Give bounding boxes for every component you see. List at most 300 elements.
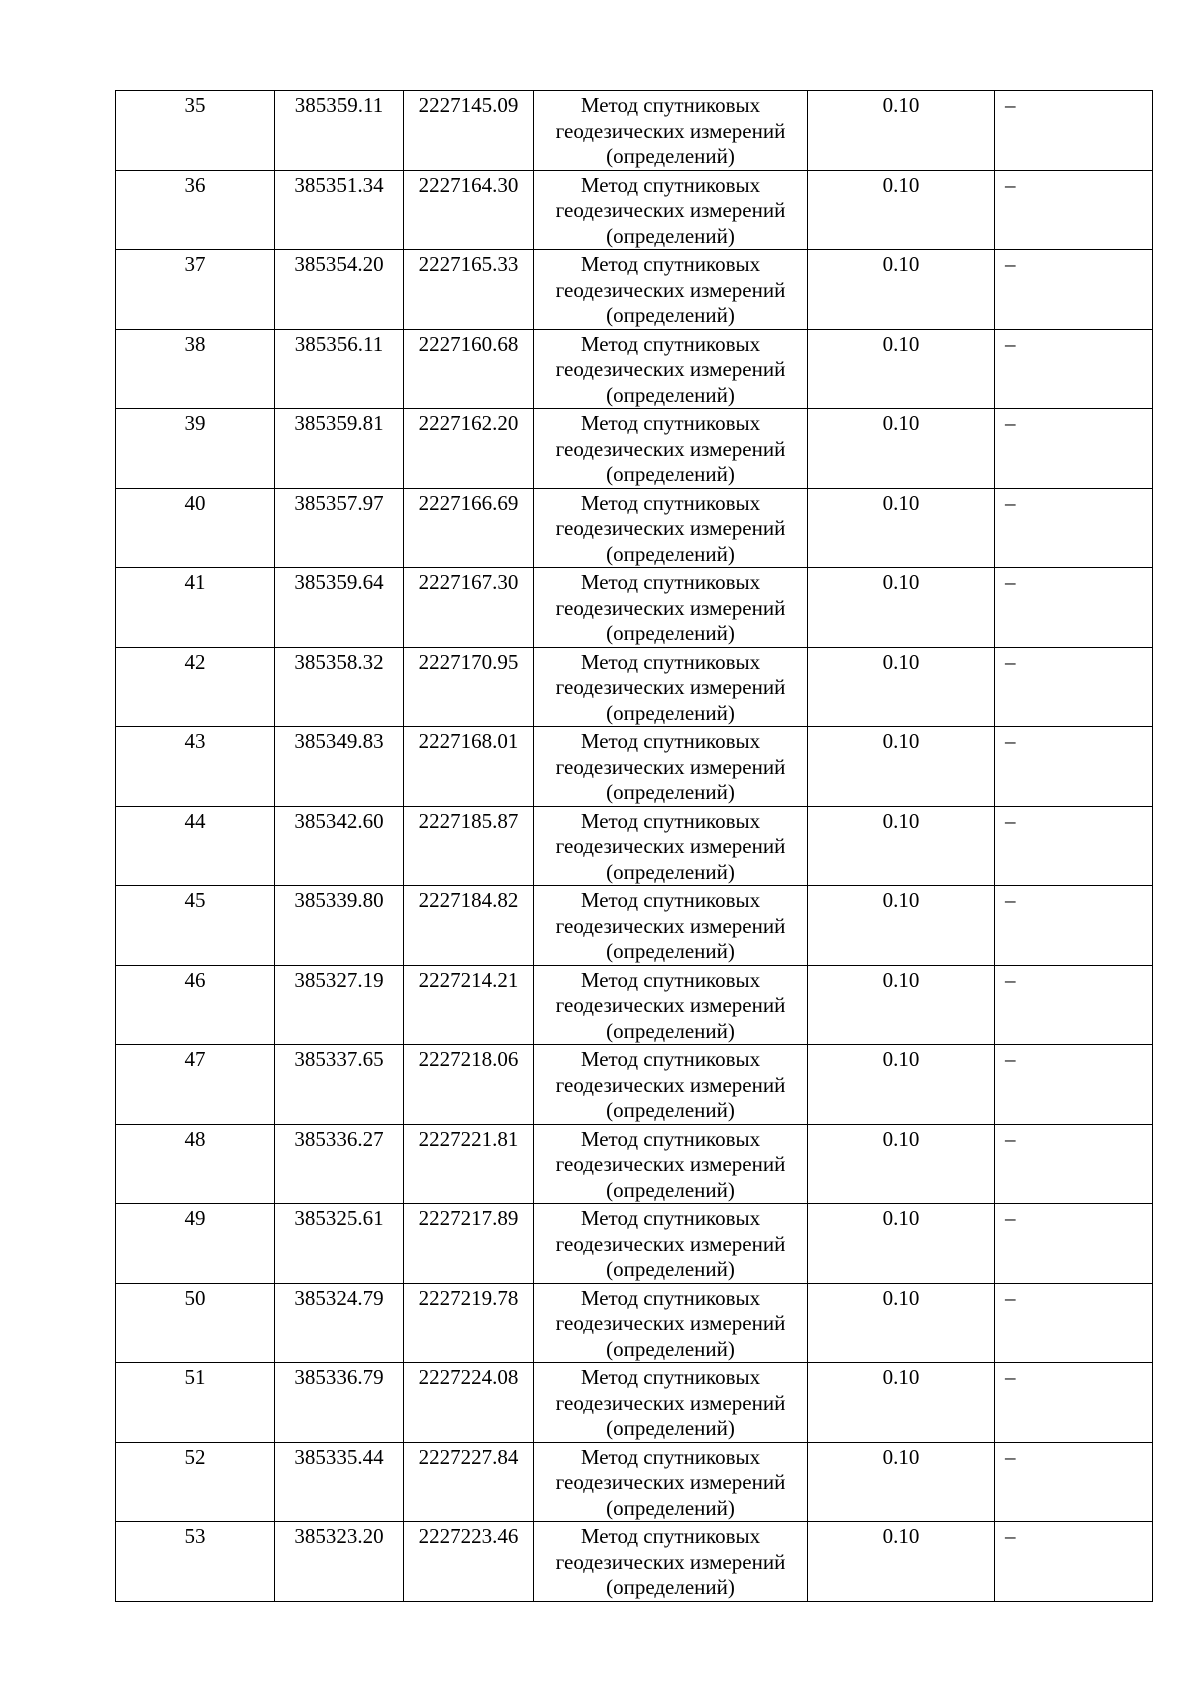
note-cell (995, 329, 1153, 409)
method-cell (534, 965, 808, 1045)
y-coordinate-cell (404, 1124, 534, 1204)
y-coordinate-cell (404, 329, 534, 409)
note-cell-text: – (1005, 1365, 1016, 1389)
point-number-cell-text: 41 (184, 570, 206, 594)
point-number-cell (116, 647, 275, 727)
accuracy-cell-text: 0.10 (882, 331, 920, 356)
table-row (116, 488, 1153, 568)
point-number-cell-text: 38 (184, 331, 206, 356)
note-cell-text: – (1005, 1444, 1016, 1469)
point-number-cell (116, 409, 275, 489)
accuracy-cell-text: 0.10 (882, 1444, 920, 1469)
accuracy-cell (808, 488, 995, 568)
table-row (116, 409, 1153, 489)
method-line: (определений) (606, 462, 735, 486)
y-coordinate-cell (404, 1442, 534, 1522)
accuracy-cell (808, 1283, 995, 1363)
x-coordinate-cell-text: 385337.65 (294, 1047, 384, 1071)
x-coordinate-cell (275, 1363, 404, 1443)
x-coordinate-cell (275, 568, 404, 648)
y-coordinate-cell-text: 2227224.08 (418, 1365, 519, 1389)
accuracy-cell (808, 250, 995, 330)
accuracy-cell (808, 1045, 995, 1125)
y-coordinate-cell (404, 1522, 534, 1602)
accuracy-cell (808, 647, 995, 727)
method-line: (определений) (606, 1177, 735, 1202)
y-coordinate-cell-text: 2227184.82 (418, 888, 519, 912)
y-coordinate-cell (404, 170, 534, 250)
accuracy-cell (808, 886, 995, 966)
y-coordinate-cell-text: 2227218.06 (418, 1047, 519, 1071)
method-cell-text (534, 1045, 807, 1124)
accuracy-cell (808, 1124, 995, 1204)
y-coordinate-cell (404, 647, 534, 727)
table-body (116, 91, 1153, 1602)
y-coordinate-cell (404, 727, 534, 807)
accuracy-cell (808, 1363, 995, 1443)
method-cell (534, 250, 808, 330)
accuracy-cell-text: 0.10 (882, 808, 920, 833)
accuracy-cell-text: 0.10 (882, 1047, 920, 1071)
accuracy-cell (808, 1204, 995, 1284)
method-cell (534, 886, 808, 966)
accuracy-cell-text: 0.10 (882, 1365, 920, 1389)
note-cell (995, 488, 1153, 568)
method-cell (534, 329, 808, 409)
accuracy-cell (808, 1442, 995, 1522)
method-line: геодезических измерений (555, 754, 786, 779)
y-coordinate-cell (404, 488, 534, 568)
table-row (116, 1204, 1153, 1284)
y-coordinate-cell-text: 2227214.21 (418, 967, 519, 992)
method-cell-text (534, 1284, 807, 1363)
method-line: геодезических измерений (555, 1231, 786, 1256)
note-cell (995, 1283, 1153, 1363)
y-coordinate-cell-text: 2227170.95 (418, 649, 519, 674)
table-row (116, 1442, 1153, 1522)
method-line: (определений) (606, 223, 735, 248)
accuracy-cell-text: 0.10 (882, 1126, 920, 1151)
y-coordinate-cell-text: 2227185.87 (418, 808, 519, 833)
point-number-cell-text: 35 (184, 93, 206, 117)
y-coordinate-cell (404, 806, 534, 886)
x-coordinate-cell-text: 385325.61 (294, 1206, 384, 1230)
method-line: геодезических измерений (555, 1072, 786, 1097)
accuracy-cell-text: 0.10 (882, 172, 920, 197)
point-number-cell (116, 806, 275, 886)
table-row (116, 170, 1153, 250)
note-cell (995, 1522, 1153, 1602)
method-cell-text (534, 807, 807, 886)
method-cell (534, 568, 808, 648)
table-row (116, 886, 1153, 966)
method-line: геодезических измерений (555, 516, 786, 540)
x-coordinate-cell (275, 91, 404, 171)
accuracy-cell-text: 0.10 (882, 729, 920, 753)
method-cell (534, 1522, 808, 1602)
y-coordinate-cell-text: 2227164.30 (418, 172, 519, 197)
note-cell-text: – (1005, 570, 1016, 594)
y-coordinate-cell (404, 1045, 534, 1125)
point-number-cell-text: 47 (184, 1047, 206, 1071)
table-row (116, 727, 1153, 807)
point-number-cell (116, 170, 275, 250)
method-cell (534, 1283, 808, 1363)
x-coordinate-cell-text: 385323.20 (294, 1524, 384, 1548)
point-number-cell (116, 1363, 275, 1443)
point-number-cell (116, 329, 275, 409)
point-number-cell (116, 568, 275, 648)
method-cell-text (534, 1125, 807, 1204)
y-coordinate-cell-text: 2227223.46 (418, 1524, 519, 1548)
accuracy-cell-text: 0.10 (882, 570, 920, 594)
method-line: Метод спутниковых (580, 1126, 761, 1151)
method-line: (определений) (606, 1257, 735, 1281)
method-line: (определений) (606, 1416, 735, 1440)
note-cell (995, 886, 1153, 966)
point-number-cell-text: 40 (184, 490, 206, 515)
method-line: геодезических измерений (555, 1549, 786, 1574)
note-cell (995, 727, 1153, 807)
note-cell (995, 1363, 1153, 1443)
point-number-cell-text: 53 (184, 1524, 206, 1548)
y-coordinate-cell-text: 2227166.69 (418, 490, 519, 515)
accuracy-cell-text: 0.10 (882, 93, 920, 117)
method-line: (определений) (606, 780, 735, 804)
note-cell (995, 1045, 1153, 1125)
note-cell (995, 1442, 1153, 1522)
method-line: (определений) (606, 303, 735, 327)
method-cell (534, 1045, 808, 1125)
method-cell (534, 170, 808, 250)
y-coordinate-cell (404, 568, 534, 648)
table-row (116, 1283, 1153, 1363)
point-number-cell-text: 42 (184, 649, 206, 674)
point-number-cell (116, 1124, 275, 1204)
method-cell (534, 1204, 808, 1284)
note-cell (995, 409, 1153, 489)
table-row (116, 250, 1153, 330)
note-cell (995, 170, 1153, 250)
x-coordinate-cell (275, 886, 404, 966)
note-cell-text: – (1005, 490, 1016, 515)
method-line: геодезических измерений (555, 834, 786, 858)
method-line: геодезических измерений (555, 595, 786, 620)
method-line: (определений) (606, 621, 735, 645)
point-number-cell (116, 1522, 275, 1602)
method-line: геодезических измерений (555, 993, 786, 1017)
point-number-cell-text: 51 (184, 1365, 206, 1389)
accuracy-cell (808, 170, 995, 250)
x-coordinate-cell-text: 385336.79 (294, 1365, 384, 1389)
method-line: геодезических измерений (555, 1152, 786, 1176)
y-coordinate-cell (404, 250, 534, 330)
y-coordinate-cell (404, 409, 534, 489)
x-coordinate-cell-text: 385354.20 (294, 252, 384, 276)
table-row (116, 91, 1153, 171)
method-line: геодезических измерений (555, 198, 786, 222)
accuracy-cell-text: 0.10 (882, 252, 920, 276)
method-line: геодезических измерений (555, 913, 786, 938)
method-line: (определений) (606, 700, 735, 725)
y-coordinate-cell (404, 1204, 534, 1284)
method-cell-text (534, 727, 807, 806)
note-cell-text: – (1005, 252, 1016, 276)
y-coordinate-cell (404, 1363, 534, 1443)
method-cell-text (534, 91, 807, 170)
y-coordinate-cell-text: 2227160.68 (418, 331, 519, 356)
x-coordinate-cell-text: 385351.34 (294, 172, 384, 197)
method-cell-text (534, 330, 807, 409)
method-cell (534, 488, 808, 568)
note-cell-text: – (1005, 331, 1016, 356)
point-number-cell-text: 46 (184, 967, 206, 992)
method-line: геодезических измерений (555, 277, 786, 302)
method-line: (определений) (606, 1495, 735, 1520)
method-line: Метод спутниковых (580, 1206, 761, 1230)
method-cell (534, 409, 808, 489)
note-cell-text: – (1005, 1206, 1016, 1230)
note-cell-text: – (1005, 729, 1016, 753)
x-coordinate-cell-text: 385339.80 (294, 888, 384, 912)
point-number-cell (116, 1045, 275, 1125)
x-coordinate-cell (275, 1442, 404, 1522)
note-cell-text: – (1005, 1524, 1016, 1548)
method-cell (534, 91, 808, 171)
x-coordinate-cell-text: 385335.44 (294, 1444, 384, 1469)
method-line: Метод спутниковых (580, 490, 761, 515)
accuracy-cell-text: 0.10 (882, 888, 920, 912)
x-coordinate-cell (275, 1522, 404, 1602)
accuracy-cell (808, 568, 995, 648)
method-line: геодезических измерений (555, 1390, 786, 1415)
method-cell-text (534, 250, 807, 329)
method-line: (определений) (606, 859, 735, 884)
y-coordinate-cell (404, 91, 534, 171)
method-line: (определений) (606, 541, 735, 566)
accuracy-cell (808, 329, 995, 409)
method-cell (534, 647, 808, 727)
x-coordinate-cell (275, 329, 404, 409)
method-line: Метод спутниковых (580, 1285, 761, 1310)
method-line: Метод спутниковых (580, 888, 761, 912)
x-coordinate-cell-text: 385349.83 (294, 729, 384, 753)
point-number-cell-text: 52 (184, 1444, 206, 1469)
x-coordinate-cell-text: 385359.81 (294, 411, 384, 435)
note-cell-text: – (1005, 172, 1016, 197)
method-line: Метод спутниковых (580, 808, 761, 833)
table-row (116, 1124, 1153, 1204)
note-cell (995, 91, 1153, 171)
method-cell (534, 1363, 808, 1443)
point-number-cell-text: 48 (184, 1126, 206, 1151)
point-number-cell (116, 91, 275, 171)
method-cell-text (534, 1204, 807, 1283)
y-coordinate-cell-text: 2227162.20 (418, 411, 519, 435)
y-coordinate-cell-text: 2227227.84 (418, 1444, 519, 1469)
note-cell-text: – (1005, 411, 1016, 435)
table-row (116, 1522, 1153, 1602)
method-line: Метод спутниковых (580, 729, 761, 753)
x-coordinate-cell (275, 806, 404, 886)
x-coordinate-cell-text: 385359.11 (294, 93, 384, 117)
point-number-cell (116, 965, 275, 1045)
point-number-cell-text: 36 (184, 172, 206, 197)
note-cell-text: – (1005, 1126, 1016, 1151)
note-cell (995, 1124, 1153, 1204)
point-number-cell-text: 49 (184, 1206, 206, 1230)
x-coordinate-cell (275, 1124, 404, 1204)
accuracy-cell-text: 0.10 (882, 411, 920, 435)
x-coordinate-cell (275, 409, 404, 489)
method-cell (534, 1124, 808, 1204)
method-line: Метод спутниковых (580, 1047, 761, 1071)
point-number-cell-text: 39 (184, 411, 206, 435)
note-cell-text: – (1005, 93, 1016, 117)
y-coordinate-cell (404, 965, 534, 1045)
accuracy-cell (808, 1522, 995, 1602)
x-coordinate-cell (275, 250, 404, 330)
method-line: Метод спутниковых (580, 967, 761, 992)
method-line: геодезических измерений (555, 357, 786, 381)
note-cell (995, 1204, 1153, 1284)
accuracy-cell (808, 409, 995, 489)
table-row (116, 806, 1153, 886)
point-number-cell (116, 1283, 275, 1363)
point-number-cell-text: 45 (184, 888, 206, 912)
method-line: Метод спутниковых (580, 411, 761, 435)
x-coordinate-cell-text: 385327.19 (294, 967, 384, 992)
method-cell-text (534, 886, 807, 965)
table-row (116, 1363, 1153, 1443)
point-number-cell (116, 1204, 275, 1284)
point-number-cell (116, 488, 275, 568)
note-cell-text: – (1005, 808, 1016, 833)
accuracy-cell (808, 965, 995, 1045)
point-number-cell-text: 43 (184, 729, 206, 753)
accuracy-cell-text: 0.10 (882, 1524, 920, 1548)
note-cell (995, 250, 1153, 330)
point-number-cell (116, 1442, 275, 1522)
table-row (116, 1045, 1153, 1125)
y-coordinate-cell-text: 2227168.01 (418, 729, 519, 753)
method-line: (определений) (606, 1018, 735, 1043)
x-coordinate-cell-text: 385357.97 (294, 490, 384, 515)
note-cell (995, 568, 1153, 648)
note-cell-text: – (1005, 1047, 1016, 1071)
accuracy-cell-text: 0.10 (882, 1206, 920, 1230)
method-cell-text (534, 409, 807, 488)
point-number-cell (116, 727, 275, 807)
note-cell-text: – (1005, 1285, 1016, 1310)
y-coordinate-cell-text: 2227219.78 (418, 1285, 519, 1310)
method-line: геодезических измерений (555, 1311, 786, 1335)
method-cell (534, 727, 808, 807)
method-line: (определений) (606, 1098, 735, 1122)
accuracy-cell (808, 806, 995, 886)
table-row (116, 965, 1153, 1045)
point-number-cell-text: 50 (184, 1285, 206, 1310)
x-coordinate-cell-text: 385324.79 (294, 1285, 384, 1310)
method-line: (определений) (606, 144, 735, 168)
note-cell-text: – (1005, 888, 1016, 912)
method-cell-text (534, 648, 807, 727)
accuracy-cell-text: 0.10 (882, 490, 920, 515)
method-line: геодезических измерений (555, 118, 786, 143)
method-line: геодезических измерений (555, 675, 786, 699)
method-line: Метод спутниковых (580, 93, 761, 117)
x-coordinate-cell (275, 1045, 404, 1125)
accuracy-cell (808, 91, 995, 171)
method-line: Метод спутниковых (580, 649, 761, 674)
y-coordinate-cell-text: 2227145.09 (418, 93, 519, 117)
point-number-cell-text: 44 (184, 808, 206, 833)
x-coordinate-cell-text: 385336.27 (294, 1126, 384, 1151)
accuracy-cell-text: 0.10 (882, 967, 920, 992)
method-line: (определений) (606, 382, 735, 407)
table-row (116, 647, 1153, 727)
note-cell (995, 965, 1153, 1045)
method-line: Метод спутниковых (580, 570, 761, 594)
method-line: Метод спутниковых (580, 252, 761, 276)
method-cell-text (534, 568, 807, 647)
method-line: Метод спутниковых (580, 172, 761, 197)
x-coordinate-cell (275, 1283, 404, 1363)
x-coordinate-cell (275, 1204, 404, 1284)
x-coordinate-cell-text: 385358.32 (294, 649, 384, 674)
x-coordinate-cell (275, 647, 404, 727)
y-coordinate-cell-text: 2227167.30 (418, 570, 519, 594)
method-cell-text (534, 966, 807, 1045)
method-cell-text (534, 489, 807, 568)
accuracy-cell-text: 0.10 (882, 1285, 920, 1310)
x-coordinate-cell-text: 385342.60 (294, 808, 384, 833)
y-coordinate-cell (404, 1283, 534, 1363)
x-coordinate-cell (275, 965, 404, 1045)
x-coordinate-cell (275, 170, 404, 250)
method-line: (определений) (606, 1336, 735, 1361)
x-coordinate-cell (275, 727, 404, 807)
table-row (116, 329, 1153, 409)
method-line: геодезических измерений (555, 1470, 786, 1494)
method-line: Метод спутниковых (580, 331, 761, 356)
accuracy-cell-text: 0.10 (882, 649, 920, 674)
method-cell-text (534, 1363, 807, 1442)
method-line: Метод спутниковых (580, 1524, 761, 1548)
accuracy-cell (808, 727, 995, 807)
y-coordinate-cell-text: 2227165.33 (418, 252, 519, 276)
note-cell-text: – (1005, 967, 1016, 992)
method-line: Метод спутниковых (580, 1444, 761, 1469)
method-line: Метод спутниковых (580, 1365, 761, 1389)
note-cell (995, 647, 1153, 727)
method-line: (определений) (606, 1575, 735, 1599)
point-number-cell (116, 886, 275, 966)
method-line: геодезических измерений (555, 436, 786, 461)
method-cell-text (534, 1522, 807, 1601)
method-cell-text (534, 171, 807, 250)
note-cell-text: – (1005, 649, 1016, 674)
method-cell (534, 806, 808, 886)
method-cell (534, 1442, 808, 1522)
table-row (116, 568, 1153, 648)
x-coordinate-cell-text: 385359.64 (294, 570, 384, 594)
x-coordinate-cell-text: 385356.11 (294, 331, 384, 356)
note-cell (995, 806, 1153, 886)
method-line: (определений) (606, 939, 735, 963)
y-coordinate-cell (404, 886, 534, 966)
y-coordinate-cell-text: 2227221.81 (418, 1126, 519, 1151)
